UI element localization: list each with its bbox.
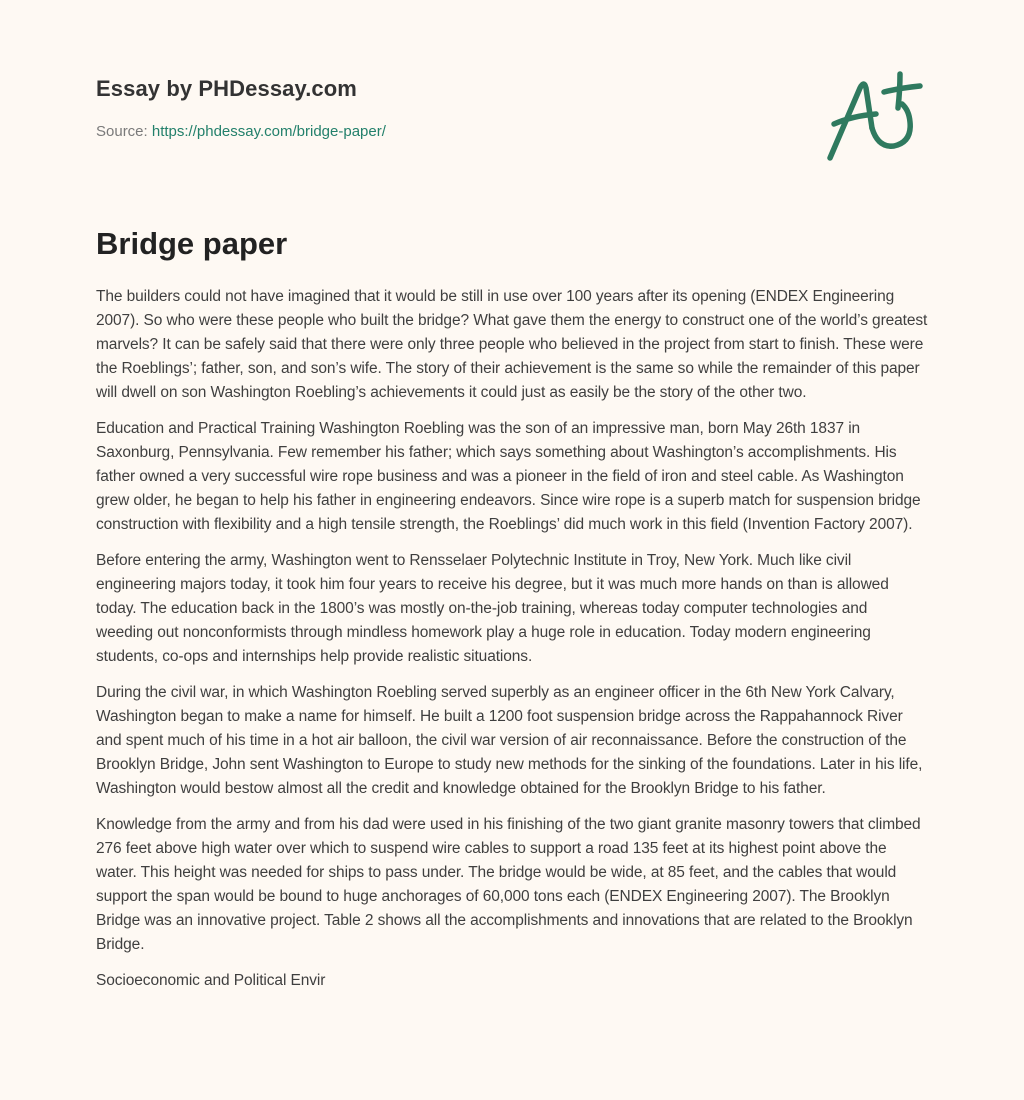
section-heading-truncated: Socioeconomic and Political Envir (96, 972, 326, 989)
document-title: Bridge paper (96, 226, 288, 261)
essay-header (96, 74, 696, 142)
paragraph: The builders could not have imagined that it would be still in use over 100 years after its opening (ENDEX Engineering 2007). So who were these people who built the bridge? What gave them the energy to construct one of the world’s greatest marvels? It can be safely said that there were only three people who believed in the project from start to finish. These were the Roeblings’; father, son, and son’s wife. The story of their achievement is the same so while the remainder of this paper will dwell on son Washington Roebling’s achievements it could just as easily be the story of the other two. (96, 288, 928, 401)
paragraph: Education and Practical Training Washington Roebling was the son of an impressive man, born May 26th 1837 in Saxonburg, Pennsylvania. Few remember his father; which says something about Washington’s accomplishments. His father owned a very successful wire rope business and was a pioneer in the field of iron and steel cable. As Washington grew older, he began to help his father in engineering endeavors. Since wire rope is a superb match for suspension bridge construction with flexibility and a high tensile strength, the Roeblings’ did much work in this field (Invention Factory 2007). (96, 420, 921, 533)
source-label: Source: (96, 123, 152, 140)
paragraph: Before entering the army, Washington went to Rensselaer Polytechnic Institute in Troy, New York. Much like civil engineering majors today, it took him four years to receive his degree, but it was much more hands on than is allowed today. The education back in the 1800’s was mostly on-the-job training, whereas today computer technologies and weeding out nonconformists through mindless homework play a huge role in education. Today modern engineering students, co-ops and internships help provide realistic situations. (96, 552, 889, 665)
paragraph: Knowledge from the army and from his dad were used in his finishing of the two giant granite masonry towers that climbed 276 feet above high water over which to suspend wire cables to support a road 135 feet at its highest point above the water. This height was needed for ships to pass under. The bridge would be wide, at 85 feet, and the cables that would support the span would be bound to huge anchorages of 60,000 tons each (ENDEX Engineering 2007). The Brooklyn Bridge was an innovative project. Table 2 shows all the accomplishments and innovations that are related to the Brooklyn Bridge. (96, 816, 921, 953)
paragraph: During the civil war, in which Washington Roebling served superbly as an engineer officer in the 6th New York Calvary, Washington began to make a name for himself. He built a 1200 foot suspension bridge across the Rappahannock River and spent much of his time in a hot air balloon, the civil war version of air reconnaissance. Before the construction of the Brooklyn Bridge, John sent Washington to Europe to study new methods for the sinking of the foundations. Later in his life, Washington would bestow almost all the credit and knowledge obtained for the Brooklyn Bridge to his father. (96, 684, 923, 797)
a-plus-grade-icon (820, 66, 930, 166)
brand-title: Essay by PHDessay.com (96, 76, 357, 101)
source-link[interactable]: https://phdessay.com/bridge-paper/ (151, 123, 386, 140)
essay-body (96, 285, 928, 1005)
source-line (96, 122, 696, 142)
